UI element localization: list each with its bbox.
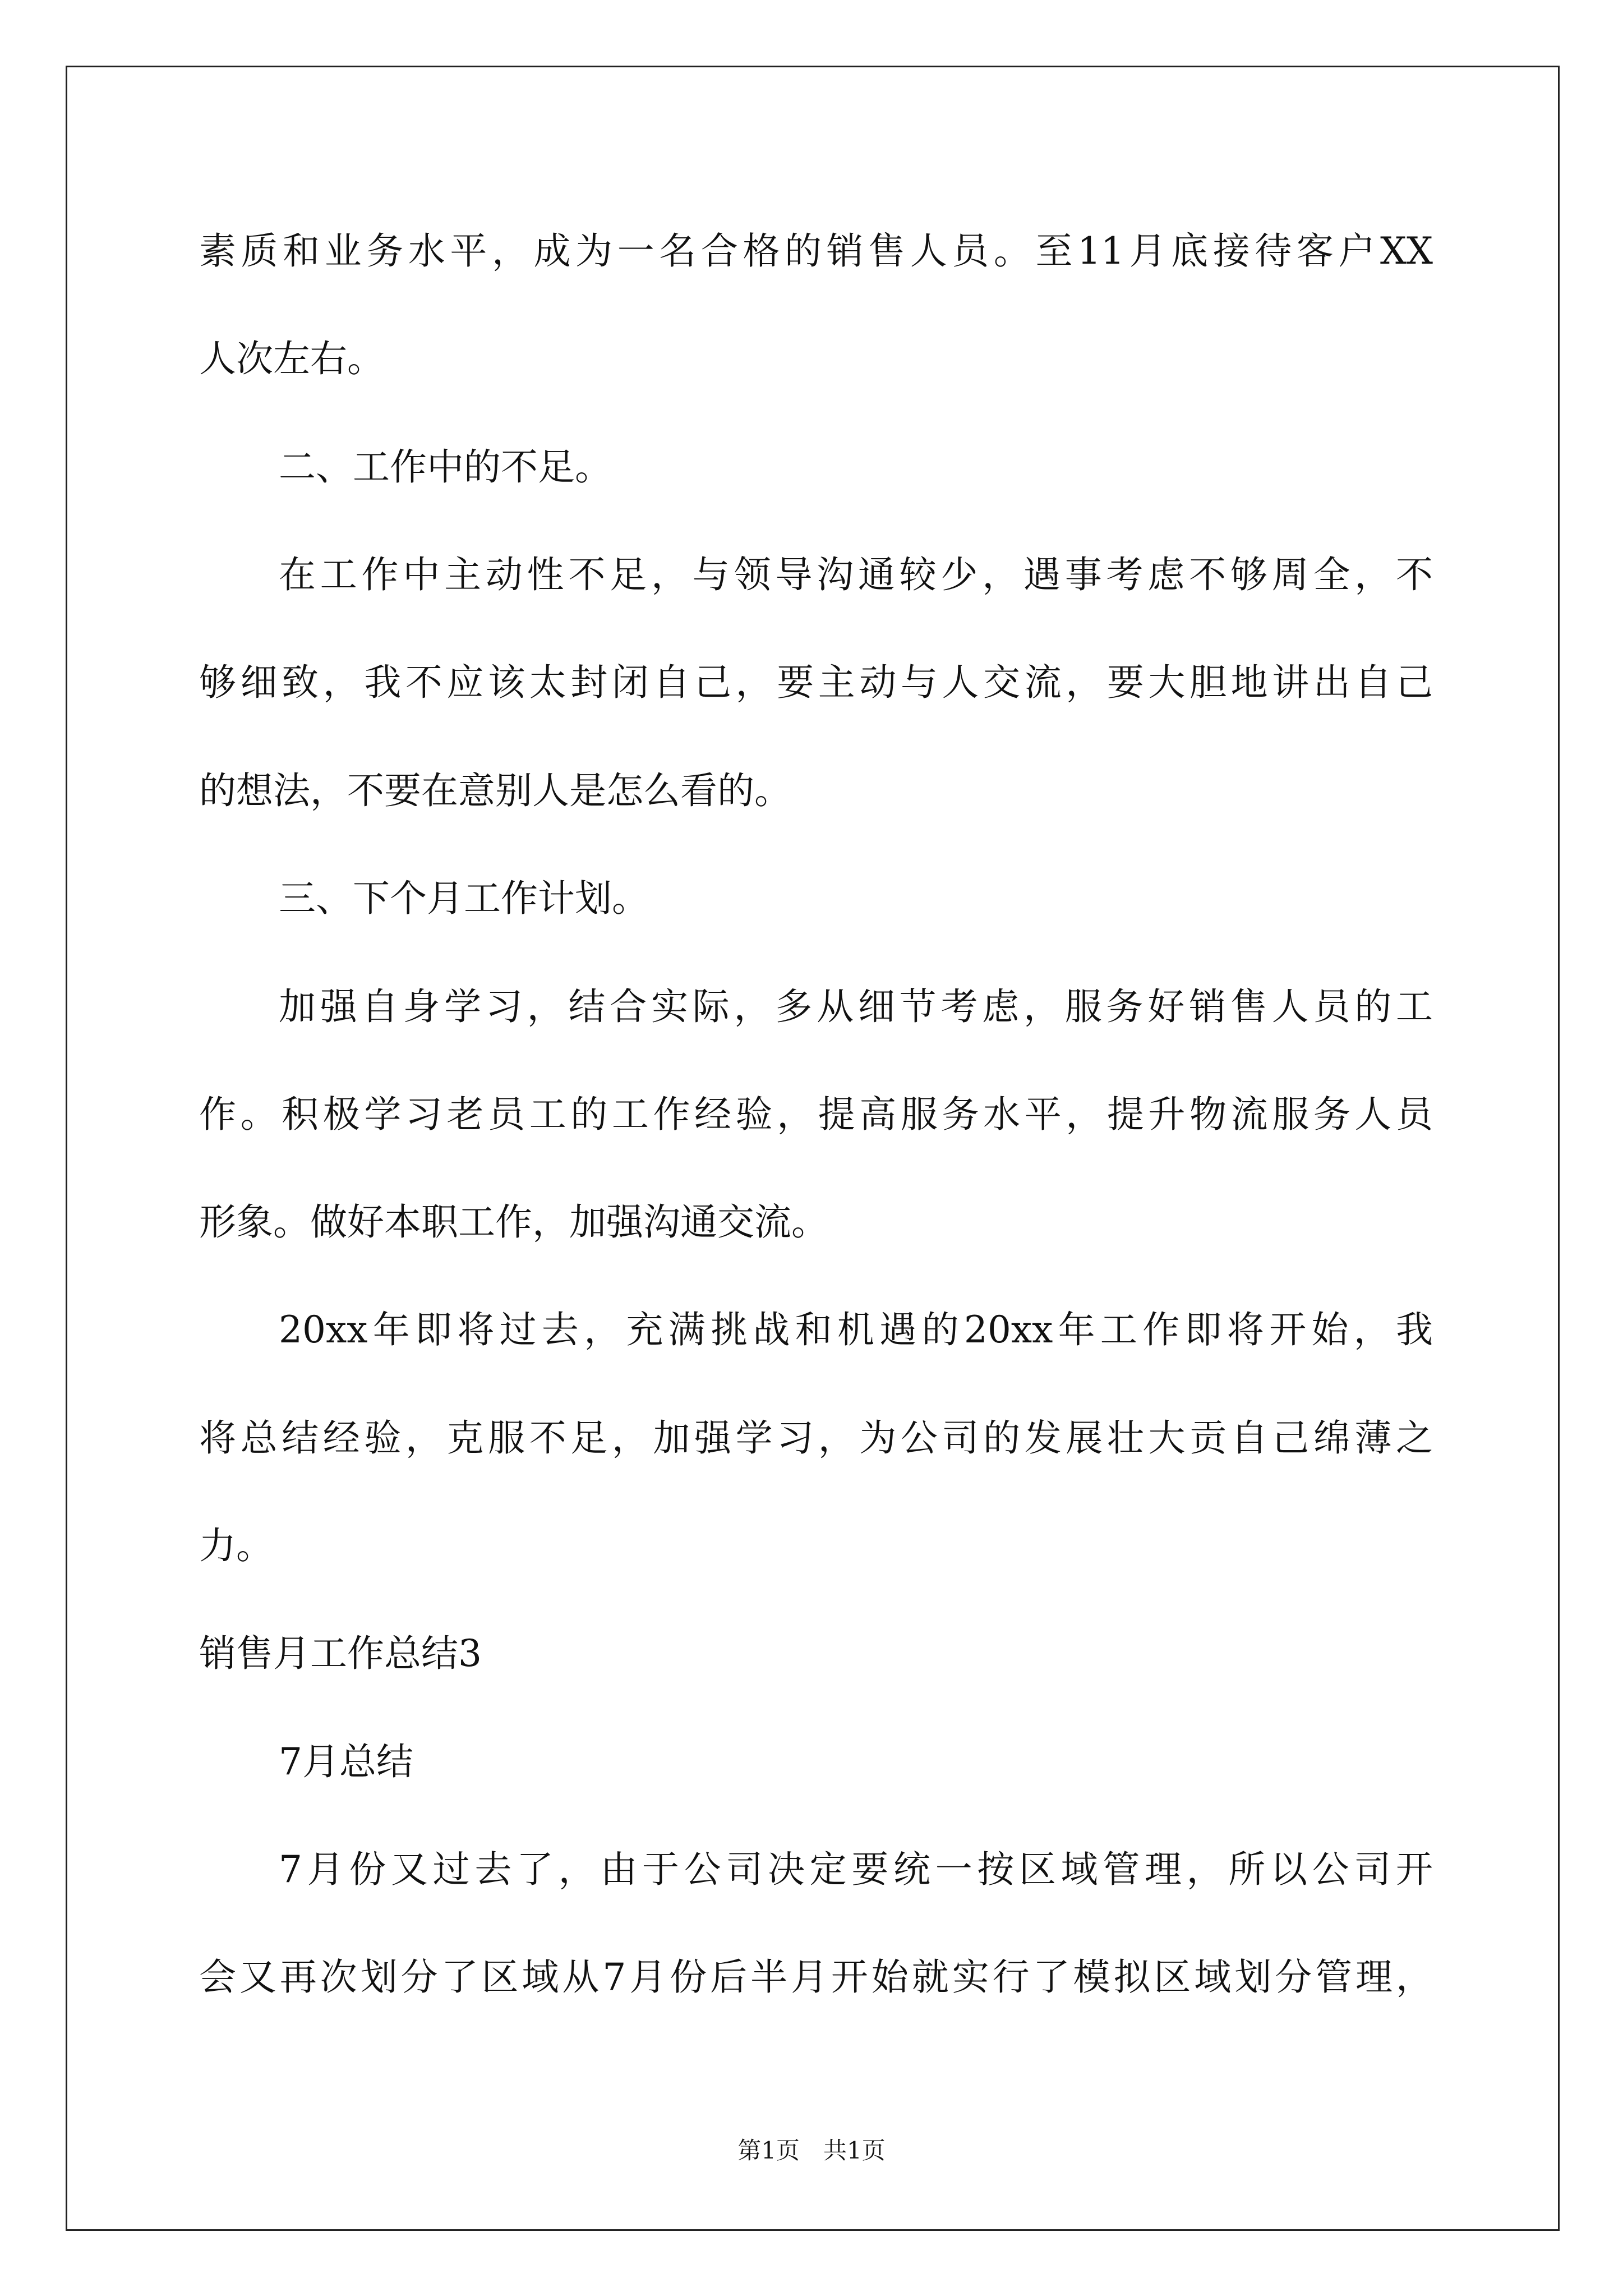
paragraph-line: 作。积极学习老员工的工作经验，提高服务水平，提升物流服务人员 — [199, 1093, 1433, 1136]
paragraph-line: 素质和业务水平，成为一名合格的销售人员。至11月底接待客户XX — [199, 229, 1433, 273]
page-number-footer: 第1页 共1页 — [737, 2137, 886, 2164]
page-border — [66, 66, 1560, 2231]
paragraph-line: 力。 — [199, 1524, 273, 1567]
section-heading: 7月总结 — [279, 1740, 413, 1783]
paragraph-line: 加强自身学习，结合实际，多从细节考虑，服务好销售人员的工 — [279, 985, 1433, 1028]
section-heading: 三、下个月工作计划。 — [279, 877, 649, 920]
paragraph-line: 形象。做好本职工作，加强沟通交流。 — [199, 1200, 828, 1244]
paragraph-line: 的想法，不要在意别人是怎么看的。 — [199, 769, 791, 812]
paragraph-line: 7月份又过去了，由于公司决定要统一按区域管理，所以公司开 — [279, 1848, 1433, 1891]
paragraph-line: 将总结经验，克服不足，加强学习，为公司的发展壮大贡自己绵薄之 — [199, 1416, 1433, 1460]
paragraph-line: 人次左右。 — [199, 337, 384, 380]
paragraph-line: 会又再次划分了区域从7月份后半月开始就实行了模拟区域划分管理， — [199, 1955, 1433, 1999]
paragraph-line: 在工作中主动性不足，与领导沟通较少，遇事考虑不够周全，不 — [279, 553, 1433, 596]
section-heading: 二、工作中的不足。 — [279, 445, 612, 489]
document-subtitle: 销售月工作总结3 — [199, 1632, 482, 1675]
paragraph-line: 20xx年即将过去，充满挑战和机遇的20xx年工作即将开始，我 — [279, 1308, 1433, 1351]
paragraph-line: 够细致，我不应该太封闭自己，要主动与人交流，要大胆地讲出自己 — [199, 661, 1433, 704]
